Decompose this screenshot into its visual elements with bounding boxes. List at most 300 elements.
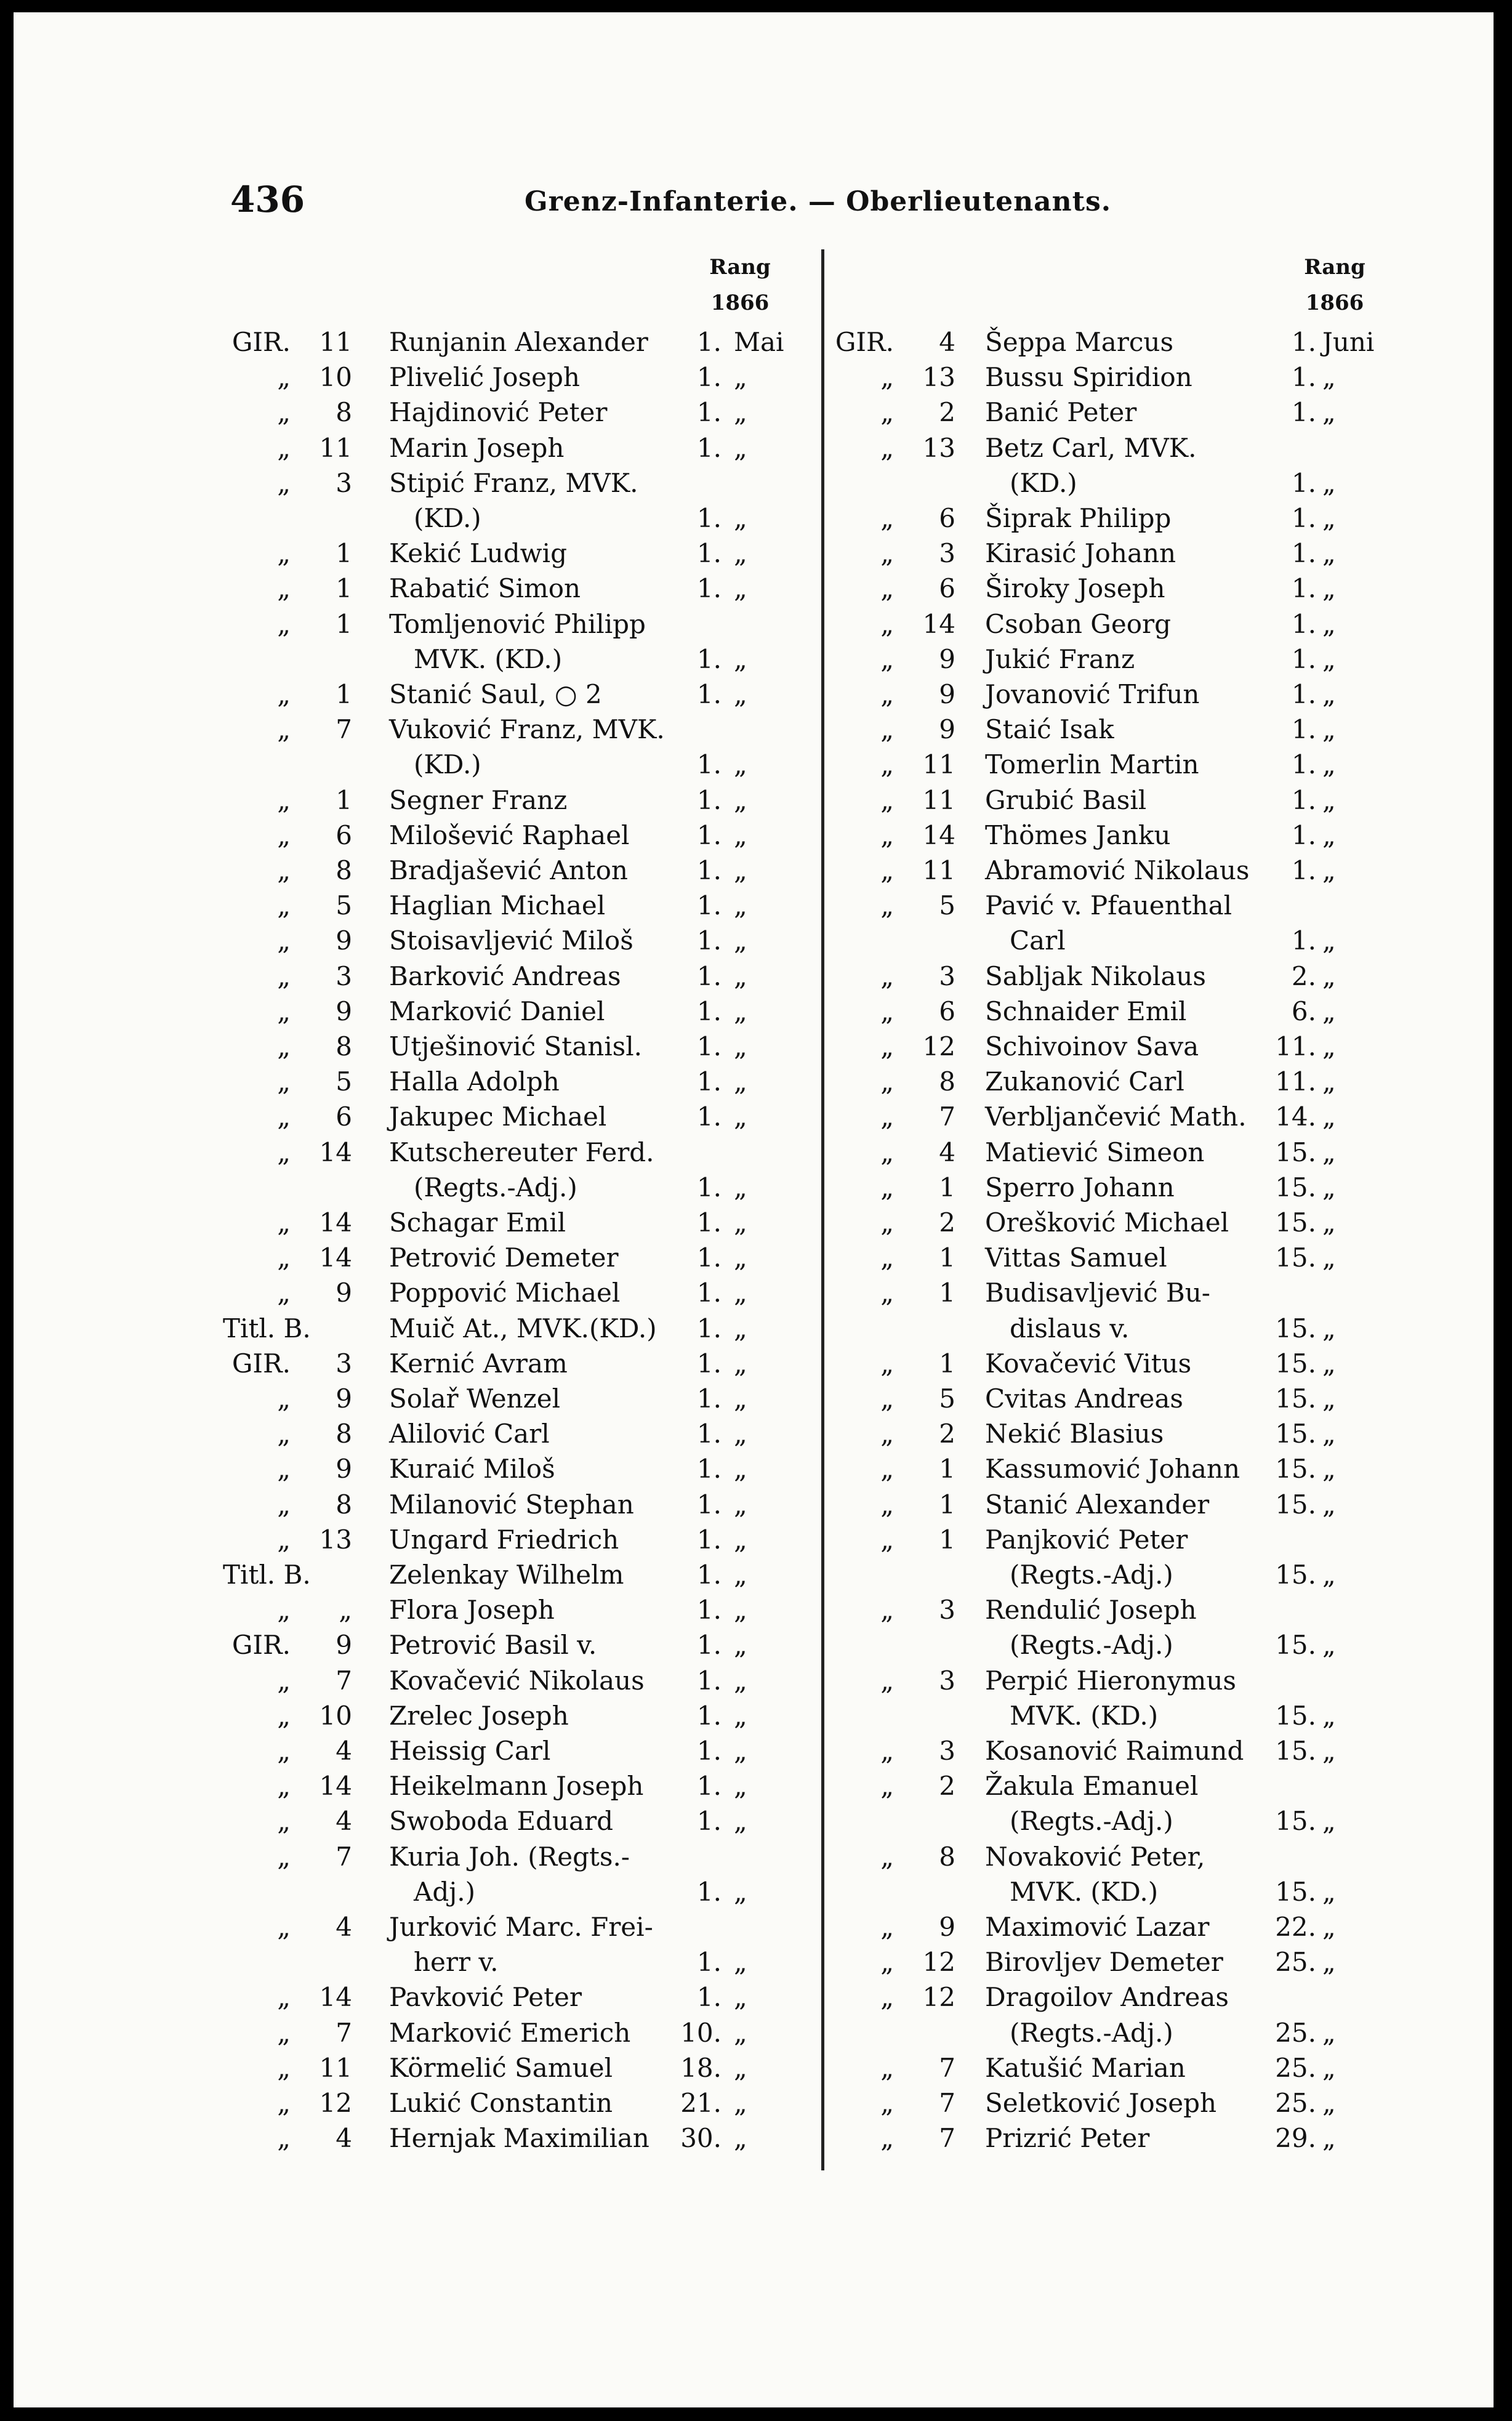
officer-name: herr v. <box>414 1947 499 1978</box>
company-number: 14 <box>922 608 955 639</box>
rank-day: 1. <box>696 1313 722 1343</box>
rank-month: „ <box>1322 467 1336 498</box>
rank-day: 1. <box>696 432 722 463</box>
officer-name: Solař Wenzel <box>389 1384 561 1414</box>
rank-day: 1. <box>696 1736 722 1766</box>
list-item <box>14 1945 1491 1980</box>
rank-month: „ <box>734 1700 747 1731</box>
list-item <box>14 1910 1491 1945</box>
regiment-label: „ <box>277 1384 291 1414</box>
list-item <box>14 571 1491 606</box>
rank-day: 1. <box>696 679 722 709</box>
officer-name: Pavić v. Pfauenthal <box>985 890 1233 921</box>
officer-name: Segner Franz <box>389 784 568 815</box>
officer-name: Grubić Basil <box>985 784 1147 815</box>
regiment-label: Titl. B. <box>223 1560 311 1590</box>
company-number: 9 <box>939 643 955 674</box>
regiment-label: „ <box>277 1454 291 1484</box>
officer-name: Barković Andreas <box>389 961 621 991</box>
rank-month: „ <box>734 890 747 921</box>
officer-name: (KD.) <box>1010 467 1077 498</box>
company-number: 5 <box>336 1066 352 1097</box>
regiment-label: „ <box>277 784 291 815</box>
company-number: 3 <box>336 1348 352 1379</box>
company-number: 5 <box>336 890 352 921</box>
rank-month: „ <box>734 1665 747 1696</box>
rank-month: „ <box>1322 1102 1336 1132</box>
regiment-label: GIR. <box>835 327 894 357</box>
regiment-label: „ <box>277 679 291 709</box>
rank-month: „ <box>1322 1243 1336 1273</box>
rank-month: „ <box>734 1806 747 1837</box>
page <box>14 12 1494 2407</box>
officer-name: Csoban Georg <box>985 608 1171 639</box>
regiment-label: GIR. <box>231 327 291 357</box>
company-number: 8 <box>939 1066 955 1097</box>
rank-month: „ <box>734 1243 747 1273</box>
rank-day: 1. <box>1291 820 1316 850</box>
regiment-label: „ <box>277 1806 291 1837</box>
company-number: 3 <box>939 538 955 569</box>
company-number: 11 <box>319 327 352 357</box>
rank-day: 1. <box>696 1771 722 1802</box>
officer-name: Sabljak Nikolaus <box>985 961 1206 991</box>
rank-month: „ <box>1322 1806 1336 1837</box>
regiment-label: „ <box>277 1524 291 1555</box>
rank-day: 1. <box>1291 573 1316 604</box>
rank-day: 1. <box>1291 397 1316 428</box>
rank-month: „ <box>734 820 747 850</box>
officer-name: Petrović Demeter <box>389 1243 619 1273</box>
regiment-label: „ <box>277 1982 291 2013</box>
rank-day: 1. <box>696 961 722 991</box>
regiment-label: „ <box>277 1912 291 1942</box>
regiment-label: „ <box>277 1665 291 1696</box>
rank-day: 25. <box>1275 2017 1316 2048</box>
list-item <box>14 1664 1491 1734</box>
officer-name: Panjković Peter <box>985 1524 1188 1555</box>
officer-name: Lukić Constantin <box>389 2088 613 2118</box>
company-number: 14 <box>319 1771 352 1802</box>
rank-day: 1. <box>696 538 722 569</box>
rank-month: „ <box>1322 2088 1336 2118</box>
rank-month: „ <box>1322 1066 1336 1097</box>
regiment-label: „ <box>880 1665 894 1696</box>
officer-name: Jurković Marc. Frei- <box>389 1912 653 1942</box>
rank-day: 15. <box>1275 1348 1316 1379</box>
officer-name: Heissig Carl <box>389 1736 551 1766</box>
rang-label: Rang <box>1304 255 1365 280</box>
rank-day: 1. <box>696 1806 722 1837</box>
rank-day: 30. <box>680 2123 722 2154</box>
officer-name: Rendulić Joseph <box>985 1595 1197 1625</box>
list-item <box>14 536 1491 571</box>
officer-name: Zelenkay Wilhelm <box>389 1560 624 1590</box>
company-number: 14 <box>319 1243 352 1273</box>
officer-name: Novaković Peter, <box>985 1841 1205 1872</box>
company-number: 14 <box>319 1982 352 2013</box>
page-title: Grenz-Infanterie. — Oberlieutenants. <box>525 186 1112 217</box>
rank-month: „ <box>1322 1876 1336 1907</box>
officer-name: Hajdinović Peter <box>389 397 608 428</box>
rank-day: 1. <box>696 1243 722 1273</box>
rank-day: 1. <box>696 1278 722 1308</box>
list-item <box>14 1417 1491 1452</box>
officer-name: Poppović Michael <box>389 1278 621 1308</box>
officer-name: Marković Emerich <box>389 2017 631 2048</box>
list-item <box>14 2051 1491 2086</box>
company-number: 8 <box>336 1031 352 1061</box>
list-item <box>14 1840 1491 1910</box>
rank-month: „ <box>1322 996 1336 1026</box>
officer-name: Šeppa Marcus <box>985 327 1174 357</box>
rank-day: 25. <box>1275 1947 1316 1978</box>
rank-month: „ <box>734 749 747 780</box>
officer-name: Kosanović Raimund <box>985 1736 1244 1766</box>
list-item <box>14 1593 1491 1663</box>
officer-name: (Regts.-Adj.) <box>1010 1630 1173 1661</box>
rank-day: 1. <box>696 1419 722 1449</box>
rank-day: 1. <box>696 820 722 850</box>
list-item <box>14 1029 1491 1065</box>
list-item <box>14 1452 1491 1487</box>
officer-name: Bussu Spiridion <box>985 362 1192 393</box>
rank-month: „ <box>1322 643 1336 674</box>
company-number: 4 <box>336 1806 352 1837</box>
regiment-label: „ <box>277 2017 291 2048</box>
rank-day: 1. <box>696 397 722 428</box>
list-item <box>14 1980 1491 2050</box>
regiment-label: „ <box>880 1102 894 1132</box>
officer-name: Betz Carl, MVK. <box>985 432 1197 463</box>
officer-name: (KD.) <box>414 749 481 780</box>
rank-month: „ <box>1322 1172 1336 1202</box>
company-number: 12 <box>922 1947 955 1978</box>
rank-month: „ <box>1322 1630 1336 1661</box>
rank-day: 1. <box>696 1665 722 1696</box>
rang-year: 1866 <box>710 291 770 315</box>
officer-name: Zukanović Carl <box>985 1066 1184 1097</box>
rank-month: „ <box>1322 1207 1336 1238</box>
rank-day: 11. <box>1275 1031 1316 1061</box>
rank-day: 1. <box>696 1876 722 1907</box>
company-number: 11 <box>922 784 955 815</box>
company-number: 9 <box>336 925 352 956</box>
regiment-label: „ <box>277 538 291 569</box>
rank-month: „ <box>734 1278 747 1308</box>
regiment-label: „ <box>880 1137 894 1167</box>
officer-name: Stoisavljević Miloš <box>389 925 633 956</box>
list-item <box>14 395 1491 430</box>
rank-day: 1. <box>1291 503 1316 533</box>
regiment-label: „ <box>880 1841 894 1872</box>
company-number: 9 <box>939 1912 955 1942</box>
rank-month: „ <box>734 996 747 1026</box>
officer-name: Alilović Carl <box>389 1419 550 1449</box>
rank-month: Juni <box>1322 327 1375 357</box>
rank-day: 21. <box>680 2088 722 2118</box>
rang-label: Rang <box>709 255 771 280</box>
rank-day: 1. <box>696 925 722 956</box>
regiment-label: „ <box>277 714 291 745</box>
company-number: 2 <box>939 1207 955 1238</box>
rank-month: „ <box>734 855 747 885</box>
company-number: 1 <box>939 1243 955 1273</box>
regiment-label: „ <box>880 397 894 428</box>
rank-month: „ <box>1322 925 1336 956</box>
company-number: 8 <box>939 1841 955 1872</box>
rank-day: 1. <box>696 996 722 1026</box>
company-number: 1 <box>939 1348 955 1379</box>
rank-month: „ <box>734 1172 747 1202</box>
officer-name: Vuković Franz, MVK. <box>389 714 665 745</box>
rank-day: 1. <box>696 327 722 357</box>
company-number: 7 <box>336 2017 352 2048</box>
rank-day: 15. <box>1275 1489 1316 1520</box>
officer-name: Hernjak Maximilian <box>389 2123 649 2154</box>
rank-month: „ <box>734 1947 747 1978</box>
rank-month: „ <box>734 1595 747 1625</box>
list-item <box>14 1488 1491 1523</box>
rank-day: 15. <box>1275 1736 1316 1766</box>
officer-name: (Regts.-Adj.) <box>414 1172 577 1202</box>
list-item <box>14 642 1491 677</box>
officer-name: Kassumović Johann <box>985 1454 1241 1484</box>
officer-name: Stanić Saul, ○ 2 <box>389 679 602 709</box>
list-item <box>14 747 1491 783</box>
rank-day: 1. <box>696 890 722 921</box>
rank-day: 15. <box>1275 1419 1316 1449</box>
list-item <box>14 818 1491 853</box>
rank-month: „ <box>734 1384 747 1414</box>
list-item <box>14 607 1491 642</box>
regiment-label: „ <box>880 890 894 921</box>
officer-name: Kutschereuter Ferd. <box>389 1137 654 1167</box>
officer-name: Kovačević Vitus <box>985 1348 1192 1379</box>
regiment-label: „ <box>277 1771 291 1802</box>
officer-name: Seletković Joseph <box>985 2088 1217 2118</box>
officer-name: Schnaider Emil <box>985 996 1187 1026</box>
regiment-label: „ <box>880 573 894 604</box>
rank-month: „ <box>734 2052 747 2083</box>
company-number: 11 <box>319 432 352 463</box>
rank-day: 1. <box>696 1700 722 1731</box>
rank-month: „ <box>1322 1912 1336 1942</box>
company-number: 12 <box>922 1031 955 1061</box>
regiment-label: „ <box>277 855 291 885</box>
rank-day: 1. <box>696 1066 722 1097</box>
company-number: 1 <box>336 608 352 639</box>
rank-month: „ <box>734 1207 747 1238</box>
company-number: 10 <box>319 1700 352 1731</box>
rank-day: 1. <box>696 1384 722 1414</box>
officer-name: Pavković Peter <box>389 1982 582 2013</box>
company-number: 9 <box>336 1384 352 1414</box>
rank-day: 15. <box>1275 1700 1316 1731</box>
company-number: 1 <box>939 1454 955 1484</box>
rank-month: „ <box>734 1066 747 1097</box>
officer-name: Banić Peter <box>985 397 1137 428</box>
list-item <box>14 2086 1491 2121</box>
rank-day: 15. <box>1275 1384 1316 1414</box>
rank-day: 1. <box>696 1947 722 1978</box>
list-item <box>14 431 1491 501</box>
officer-name: (KD.) <box>414 502 481 533</box>
regiment-label: „ <box>880 1384 894 1414</box>
company-number: 1 <box>336 573 352 604</box>
list-item <box>14 325 1491 360</box>
list-item <box>14 1347 1491 1382</box>
regiment-label: „ <box>880 1771 894 1802</box>
rank-day: 1. <box>696 502 722 533</box>
officer-name: Flora Joseph <box>389 1595 555 1625</box>
officer-name: Rabatić Simon <box>389 573 581 604</box>
officer-name: Halla Adolph <box>389 1066 560 1097</box>
regiment-label: „ <box>880 784 894 815</box>
officer-name: Runjanin Alexander <box>389 327 648 357</box>
page-header <box>14 179 1494 228</box>
company-number: 6 <box>336 1102 352 1132</box>
rank-month: „ <box>734 925 747 956</box>
rank-month: „ <box>734 2123 747 2154</box>
rank-day: 1. <box>696 1630 722 1661</box>
company-number: „ <box>339 1595 352 1625</box>
rank-day: 18. <box>680 2052 722 2083</box>
rank-day: 1. <box>1291 327 1316 357</box>
company-number: 7 <box>336 714 352 745</box>
company-number: 3 <box>336 961 352 991</box>
officer-name: (Regts.-Adj.) <box>1010 1806 1173 1837</box>
rank-month: „ <box>1322 1736 1336 1766</box>
list-item <box>14 360 1491 395</box>
rank-month: „ <box>1322 1031 1336 1061</box>
rank-month: „ <box>734 362 747 393</box>
rank-day: 29. <box>1275 2123 1316 2154</box>
rank-month: „ <box>1322 362 1336 393</box>
regiment-label: „ <box>277 1489 291 1520</box>
company-number: 11 <box>922 749 955 780</box>
officer-name: Abramović Nikolaus <box>985 855 1250 885</box>
rank-day: 6. <box>1291 996 1316 1026</box>
rank-day: 15. <box>1275 1630 1316 1661</box>
list-item <box>14 959 1491 994</box>
list-item <box>14 783 1491 818</box>
list-item <box>14 1065 1491 1100</box>
rank-day: 15. <box>1275 1806 1316 1837</box>
rank-day: 1. <box>696 362 722 393</box>
regiment-label: „ <box>277 362 291 393</box>
rank-month: „ <box>1322 573 1336 604</box>
rank-day: 15. <box>1275 1207 1316 1238</box>
list-item <box>14 1135 1491 1170</box>
rank-day: 1. <box>1291 679 1316 709</box>
rank-month: „ <box>734 1736 747 1766</box>
list-item <box>14 1100 1491 1135</box>
regiment-label: „ <box>880 1947 894 1978</box>
list-item <box>14 2121 1491 2156</box>
regiment-label: „ <box>880 1489 894 1520</box>
company-number: 3 <box>939 1595 955 1625</box>
company-number: 1 <box>336 679 352 709</box>
regiment-label: „ <box>277 1066 291 1097</box>
officer-name: (Regts.-Adj.) <box>1010 1559 1173 1590</box>
list-item <box>14 1206 1491 1241</box>
regiment-label: „ <box>880 1912 894 1942</box>
rank-day: 1. <box>696 1489 722 1520</box>
rank-day: 1. <box>696 1560 722 1590</box>
rank-month: „ <box>734 1419 747 1449</box>
rank-day: 1. <box>696 1524 722 1555</box>
company-number: 5 <box>939 1384 955 1414</box>
rank-day: 1. <box>696 1595 722 1625</box>
regiment-label: „ <box>880 538 894 569</box>
rank-day: 1. <box>696 1172 722 1202</box>
regiment-label: „ <box>880 2123 894 2154</box>
company-number: 9 <box>336 1454 352 1484</box>
regiment-label: „ <box>880 362 894 393</box>
officer-name: Jakupec Michael <box>389 1102 607 1132</box>
officer-name: Kernić Avram <box>389 1348 568 1379</box>
regiment-label: „ <box>880 1595 894 1625</box>
rank-day: 1. <box>1291 538 1316 569</box>
rank-month: „ <box>1322 855 1336 885</box>
rank-day: 1. <box>1291 467 1316 498</box>
company-number: 13 <box>922 432 955 463</box>
regiment-label: „ <box>277 820 291 850</box>
rank-day: 1. <box>696 1454 722 1484</box>
company-number: 10 <box>319 362 352 393</box>
officer-name: Milošević Raphael <box>389 820 630 850</box>
officer-name: Milanović Stephan <box>389 1489 634 1520</box>
officer-name: Plivelić Joseph <box>389 362 580 393</box>
regiment-label: „ <box>277 996 291 1026</box>
company-number: 9 <box>336 1630 352 1661</box>
regiment-label: Titl. B. <box>223 1313 311 1343</box>
officer-name: (Regts.-Adj.) <box>1010 2017 1173 2048</box>
officer-name: Ungard Friedrich <box>389 1524 619 1555</box>
regiment-label: „ <box>880 2052 894 2083</box>
company-number: 1 <box>939 1278 955 1308</box>
officer-name: Birovljev Demeter <box>985 1947 1223 1978</box>
officer-name: Staić Isak <box>985 714 1114 745</box>
rank-month: „ <box>1322 784 1336 815</box>
rank-month: „ <box>734 1876 747 1907</box>
officer-name: Kekić Ludwig <box>389 538 567 569</box>
regiment-label: „ <box>880 1066 894 1097</box>
officer-name: Vittas Samuel <box>985 1243 1167 1273</box>
rank-month: „ <box>734 1454 747 1484</box>
company-number: 3 <box>336 467 352 498</box>
rank-day: 1. <box>696 855 722 885</box>
rank-day: 1. <box>1291 749 1316 780</box>
company-number: 7 <box>939 1102 955 1132</box>
rank-month: „ <box>1322 1348 1336 1379</box>
officer-name: Kirasić Johann <box>985 538 1176 569</box>
rank-month: „ <box>1322 679 1336 709</box>
officer-name: Jovanović Trifun <box>985 679 1200 709</box>
officer-name: Tomljenović Philipp <box>389 608 646 639</box>
officer-name: Jukić Franz <box>985 643 1135 674</box>
company-number: 3 <box>939 1736 955 1766</box>
regiment-label: „ <box>277 2088 291 2118</box>
regiment-label: „ <box>880 1207 894 1238</box>
company-number: 1 <box>939 1524 955 1555</box>
officer-name: Budisavljević Bu- <box>985 1278 1211 1308</box>
rank-month: „ <box>1322 1489 1336 1520</box>
company-number: 2 <box>939 1771 955 1802</box>
rank-day: 25. <box>1275 2088 1316 2118</box>
company-number: 4 <box>939 327 955 357</box>
